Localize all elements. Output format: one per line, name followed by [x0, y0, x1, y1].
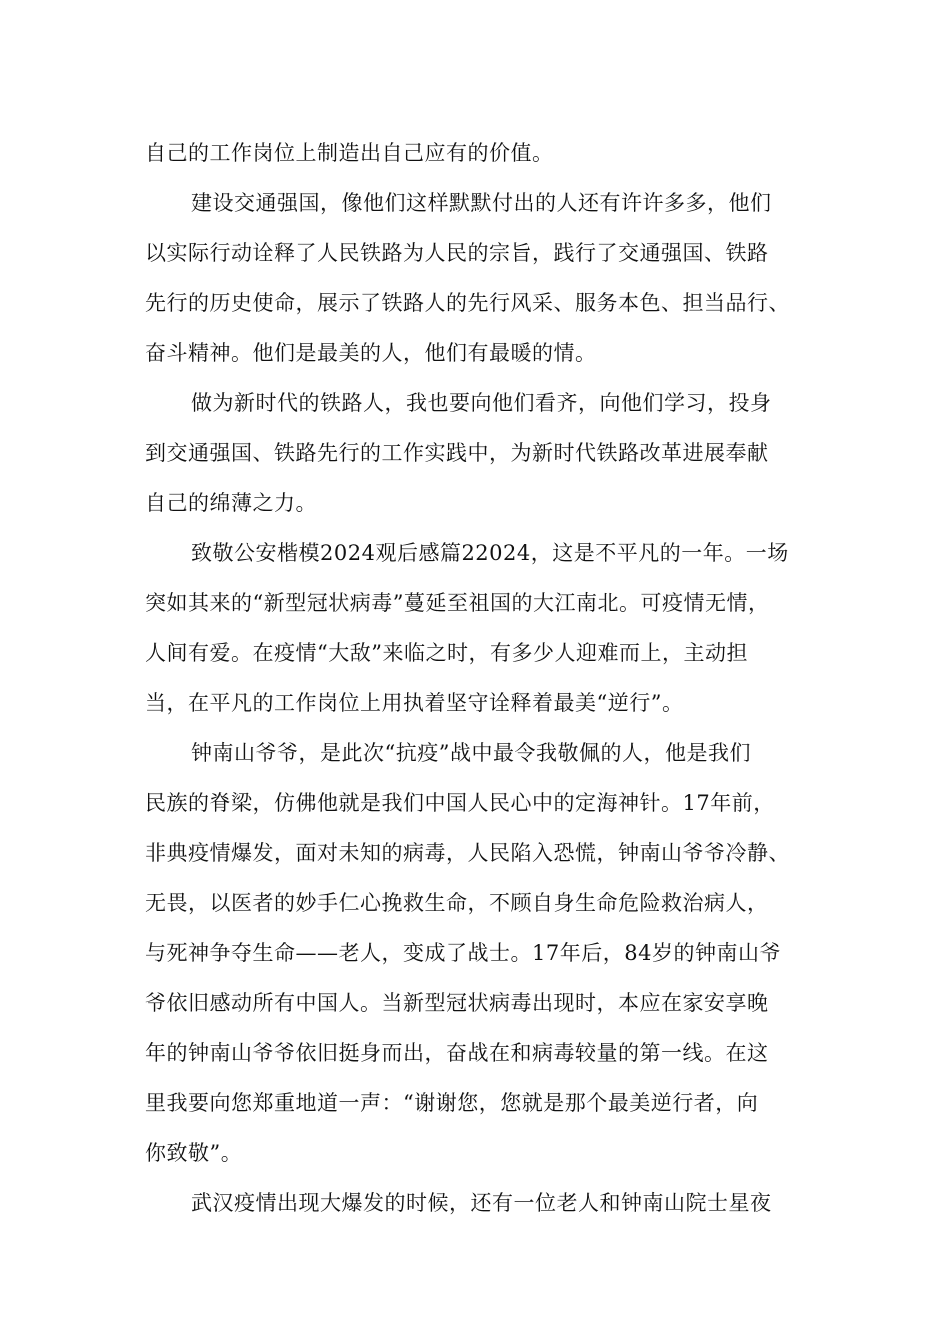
- text-line: 先行的历史使命，展示了铁路人的先行风采、服务本色、担当品行、: [145, 291, 790, 315]
- text-line: 武汉疫情出现大爆发的时候，还有一位老人和钟南山院士星夜: [191, 1191, 772, 1215]
- text-line: 人间有爱。在疫情“大敌”来临之时，有多少人迎难而上，主动担: [145, 641, 748, 665]
- body-text: [145, 128, 845, 1228]
- text-line: 建设交通强国，像他们这样默默付出的人还有许许多多，他们: [191, 191, 772, 215]
- text-line: 以实际行动诠释了人民铁路为人民的宗旨，践行了交通强国、铁路: [145, 241, 769, 265]
- text-line: 你致敬”。: [145, 1141, 243, 1165]
- text-line: 自己的绵薄之力。: [145, 491, 317, 515]
- text-line: 无畏，以医者的妙手仁心挽救生命，不顾自身生命危险救治病人，: [145, 891, 769, 915]
- text-line: 自己的工作岗位上制造出自己应有的价值。: [145, 141, 554, 165]
- text-line: 民族的脊梁，仿佛他就是我们中国人民心中的定海神针。17年前，: [145, 791, 775, 815]
- text-line: 与死神争夺生命——老人，变成了战士。17年后，84岁的钟南山爷: [145, 941, 781, 965]
- text-line: 做为新时代的铁路人，我也要向他们看齐，向他们学习，投身: [191, 391, 772, 415]
- text-line: 致敬公安楷模2024观后感篇22024，这是不平凡的一年。一场: [191, 541, 789, 565]
- text-line: 年的钟南山爷爷依旧挺身而出，奋战在和病毒较量的第一线。在这: [145, 1041, 769, 1065]
- text-line: 当，在平凡的工作岗位上用执着坚守诠释着最美“逆行”。: [145, 691, 684, 715]
- text-line: 非典疫情爆发，面对未知的病毒，人民陷入恐慌，钟南山爷爷冷静、: [145, 841, 790, 865]
- text-line: 里我要向您郑重地道一声：“谢谢您，您就是那个最美逆行者，向: [145, 1091, 759, 1115]
- text-line: 到交通强国、铁路先行的工作实践中，为新时代铁路改革进展奉献: [145, 441, 769, 465]
- text-line: 突如其来的“新型冠状病毒”蔓延至祖国的大江南北。可疫情无情，: [145, 591, 770, 615]
- text-line: 钟南山爷爷，是此次“抗疫”战中最令我敬佩的人，他是我们: [191, 741, 751, 765]
- text-line: 奋斗精神。他们是最美的人，他们有最暖的情。: [145, 341, 597, 365]
- text-line: 爷依旧感动所有中国人。当新型冠状病毒出现时，本应在家安享晚: [145, 991, 769, 1015]
